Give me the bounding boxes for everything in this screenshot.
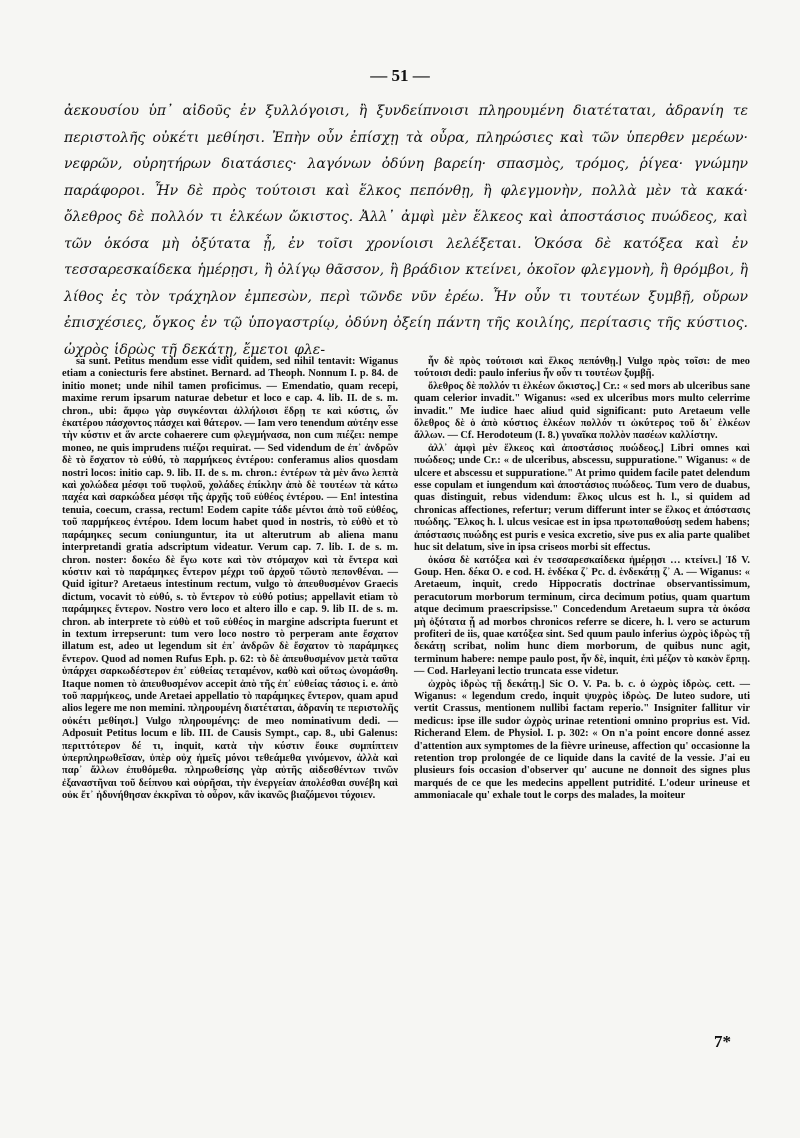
note-paragraph: ἦν δὲ πρὸς τούτοισι καὶ ἕλκος πεπόνθῃ.] Vulgo πρὸς τοῖσι: de meo τούτοισι dedi: paulo inferius ἦν οὖν τι τουτέων ξυμβῇ.	[414, 356, 750, 380]
note-paragraph: ὄλεθρος δὲ πολλόν τι ἑλκέων ὤκιστος.] Cr.: « sed mors ab ulceribus sane quam celerior invadit." Wiganus: «sed ex ulceribus mors multo celerrime invadit." Me iudice haec aliud quid significant: puto Aretaeum velle ὄλεθρος δὲ ὁ ἀπὸ κύστιος ἑλκέων πολλόν τι ὠκύτερος τοῦ δι᾽ ἑλκέων ἄλλων. — Cf. Herodoteum (I. 8.) γυναῖκα πολλὸν πασέων καλλίστην.	[414, 380, 750, 442]
signature-mark: 7*	[714, 1032, 731, 1051]
page-number: — 51 —	[370, 66, 430, 85]
notes-left-column: sa sunt. Petitus mendum esse vidit quidem, sed nihil tentavit: Wiganus etiam a coniecturis fere abstinet. Bernard. ad Theoph. Nonnum I. p. 84. de initio monet; unde nihil tamen proficimus. — Emendatio, quam recepi, maxime rerum ipsarum naturae debetur et loco e cap. 4. lib. II. de s. m. chron., ubi: ἅμφω γὰρ συγκέονται ἀλλήλοισι ἕδρῃ τε καὶ κύστις, ὧν ἑκατέρου πάσχοντος πάσχει καὶ θάτερον. — Iam vero tenendum αὐτέην esse τὴν κύστιν et ἅν arcte cohaerere cum φλεγμήνασα, non cum πιέζει: nempe moneo, ne quis imprudens πιέζοι requirat. — Sed videndum de ἐπ᾽ ἀνδρῶν δὲ τὸ ἔσχατον τὸ εὐθύ, τὸ παρμήκεος ἐντέρου: conferamus alios quosdam nostri locos: initio cap. 9. lib. II. de s. m. chron.: ἐντέρων τὰ μὲν ἄνω λεπτὰ καὶ χολώδεα μέσφι τοῦ τυφλοῦ, χολάδες ἐπίκλην ἀπὸ δὲ τουτέων τὰ κάτω παχέα καὶ σαρκώδεα μέσφι τῆς ἀρχῆς τοῦ εὐθέος ἐντέρου. — En! intestina tenuia, coecum, crassa, rectum! Eodem capite τάδε μέντοι ἀπὸ τοῦ εὐθέος, τοῦ παρμήκεος ἐντέρου. Idem locum habet quod in nostris, τὸ εὐθὺ et τὸ παράμηκες secum coniunguntur, ita ut alterutrum ab aliena manu interpretandi gratia adscriptum videatur. Verum cap. 7. lib. I. de s. m. chron. noster: δοκέω δὲ ἔγω κοτε καὶ τὸν στόμαχον καὶ τὰ ἔντερα καὶ κύστιν καὶ τὸ παράμηκες ἔντερον μέχρι τοῦ ἀρχοῦ τῶυτὸ πεπονθέναι. — Quid igitur? Aretaeus intestinum rectum, vulgo τὸ ἀπευθυσμένον Graecis dictum, vocavit τὸ εὐθύ, s. τὸ ἔντερον τὸ εὐθύ potius; appellavit etiam τὸ παράμηκες ἔντερον. Nostro vero loco et altero illo e cap. 9. lib II. de s. m. chron. ab interprete τὸ εὐθὺ et τοῦ εὐθέος in margine adscripta fuerunt et in textum irrepserunt: tum vero loco nostro τὸ perperam ante ἔσχατον illatum est, adeo ut legendum sit ἐπ᾽ ἀνδρῶν δὲ ἔσχατον τὸ παράμηκες ἔντερον. Quod ad nomen Rufus Eph. p. 62: τὸ δὲ ἀπευθυσμένον μετὰ ταῦτα ὑπάρχει σαρκωδέστερον ἐπ᾽ εὐθείας τεταμένον, καθὸ καὶ οὕτως ὠνομάσθη. Itaque nomen τὸ ἀπευθυσμένον accepit ἀπὸ τῆς ἐπ᾽ εὐθείας τάσιος i. e. ἀπὸ τοῦ παρμήκεος, unde Aretaei appellatio τὸ παράμηκες ἔντερον, quam apud alios legere me non memini. πληρουμένη διατέταται, ἀδρανίη τε περιστολῆς οὐκέτι μεθίησι.] Vulgo πληρουμένης: de meo nominativum dedi. — Adposuit Petitus locum e lib. III. de Causis Sympt., cap. 8., ubi Galenus: περιττότερον δέ τι, inquit, κατὰ τὴν κύστιν ἔοικε συμπίπτειν ὑπερπληρωθεῖσαν, ὑπὲρ οὐχ ἡμεῖς μόνοι τεθεάμεθα γινόμενον, ἀλλὰ καὶ παρ᾽ ἄλλων ἐπυθόμεθα. πληρωθείσης γὰρ αὐτῆς αἰδεσθέντων τινῶν ἐξαναστῆναι τοῦ δείπνου καὶ οὐρῆσαι, τὴν ἐνεργείαν ἀπολέσθαι συνέβη καὶ οὐκ ἔτ᾽ ἠδυνήθησαν ἐκκρῖναι τὸ οὖρον, κἂν ἱκανῶς βιαζόμενοι τύχοιεν.	[62, 356, 398, 802]
notes-right-column	[414, 356, 750, 803]
note-paragraph: ὁκόσα δὲ κατόξεα καὶ ἐν τεσσαρεσκαίδεκα ἡμέρῃσι … κτείνει.] Ἰδ V. Goup. Hen. δέκα O. e cod. H. ἑνδέκα ζ᾽ Pc. d. ἑνδεκάτῃ ζ᾽ A. — Wiganus: « Aretaeum, inquit, credo Hippocratis doctrinae observantissimum, peracutorum morborum terminum, circa decimum potius, quam quartum atque decimum praescripsisse." Concedendum Aretaeum supra τὰ ὁκόσα μὴ ὀξύτατα ᾖ ad morbos chronicos referre se dicere, h. l. vero se acturum profiteri de iis, quae κατόξεα sint. Sed quum paulo inferius ὠχρὸς ἱδρὼς τῇ δεκάτῃ scribat, nolim hunc diem morborum, de quibus nunc agit, terminum habere: nempe paulo post, ἦν δὲ, inquit, ἐπὶ μέζον τὸ κακὸν ἕρπῃ. — Cod. Harleyani lectio truncata esse videtur.	[414, 554, 750, 678]
footnotes-section	[62, 356, 750, 803]
note-paragraph: ἀλλ᾽ ἀμφὶ μὲν ἕλκεος καὶ ἀποστάσιος πυώδεος.] Libri omnes καὶ πυώδεος; unde Cr.: « de ulceribus, abscessu, suppuratione." Wiganus: « de ulcere et abscessu et suppuratione." At primo quidem facile patet delendum esse copulam et iungendum καὶ ἀποστάσιος πυώδεος. Tum vero de duabus, quas distinguit, rebus videndum: ἕλκος ulcus est h. l., si quidem ad chronicas affectiones, refertur; verum differunt inter se ἕλκος et ἀπόστασις πυώδης. Ἕλκος h. l. ulcus vesicae est in ipsa πρωτοπαθούσῃ sedem habens; ἀπόστασις πυώδης est puris e vesica excretio, sive pus ex alia parte qualibet huc sit delatum, sive in ipsa criseos morbi sit effectus.	[414, 442, 750, 554]
greek-main-text: ἀεκουσίου ὑπ᾽ αἰδοῦς ἐν ξυλλόγοισι, ἢ ξυνδείπνοισι πληρουμένη διατέταται, ἀδρανίη τε περιστολῆς οὐκέτι μεθίησι. Ἐπὴν οὖν ἐπίσχῃ τὰ οὖρα, πληρώσιες καὶ τῶν ὑπερθεν μερέων· νεφρῶν, οὐρητήρων διατάσιες· λαγόνων ὀδύνη βαρείη· σπασμὸς, τρόμος, ῥίγεα· γνώμην παράφοροι. Ἦν δὲ πρὸς τούτοισι καὶ ἕλκος πεπόνθῃ, ἢ φλεγμονὴν, πολλὰ μὲν τὰ κακά· ὄλεθρος δὲ πολλόν τι ἑλκέων ὤκιστος. Ἀλλ᾽ ἀμφὶ μὲν ἕλκεος καὶ ἀποστάσιος πυώδεος, καὶ τῶν ὁκόσα μὴ ὀξύτατα ᾖ, ἐν τοῖσι χρονίοισι λελέξεται. Ὁκόσα δὲ κατόξεα καὶ ἐν τεσσαρεσκαίδεκα ἡμέρῃσι, ἢ ὀλίγῳ θᾶσσον, ἢ βράδιον κτείνει, ὁκοῖον φλεγμονὴ, ἢ θρόμβοι, ἢ λίθος ἐς τὸν τράχηλον ἐμπεσὼν, περὶ τῶνδε νῦν ἐρέω. Ἦν οὖν τι τουτέων ξυμβῇ, οὔρων ἐπισχέσιες, ὄγκος ἐν τῷ ὑπογαστρίῳ, ὀδύνη ὀξείη πάντη τῆς κοιλίης, περίτασις τῆς κύστιος. ὠχρὸς ἱδρὼς τῇ δεκάτῃ, ἔμετοι φλε-	[64, 103, 748, 358]
note-paragraph: ὠχρὸς ἱδρὼς τῇ δεκάτῃ.] Sic O. V. Pa. b. c. ὁ ὠχρὸς ἱδρὼς. cett. — Wiganus: « legendum credo, inquit ψυχρὸς ἱδρὼς. De luteo sudore, uti vertit Crassus, mentionem nullibi factam reperio." Insigniter fallitur vir medicus: ipse ille sudor ὠχρὸς urinae retentioni omnino proprius est. Vid. Richerand Elem. de Physiol. I. p. 302: « On n'a point encore donné assez d'attention aux symptomes de la fièvre urineuse, affection qu' occasionne la retention trop prolongée de ce liquide dans la cavité de la vessie. J'ai eu plusieurs fois occasion d'observer qu' aucune ne donnoit des signes plus marqués de ce que les medecins appellent putridité. L'odeur urineuse et ammoniacale qu' exhale tout le corps des malades, la moiteur	[414, 678, 750, 802]
